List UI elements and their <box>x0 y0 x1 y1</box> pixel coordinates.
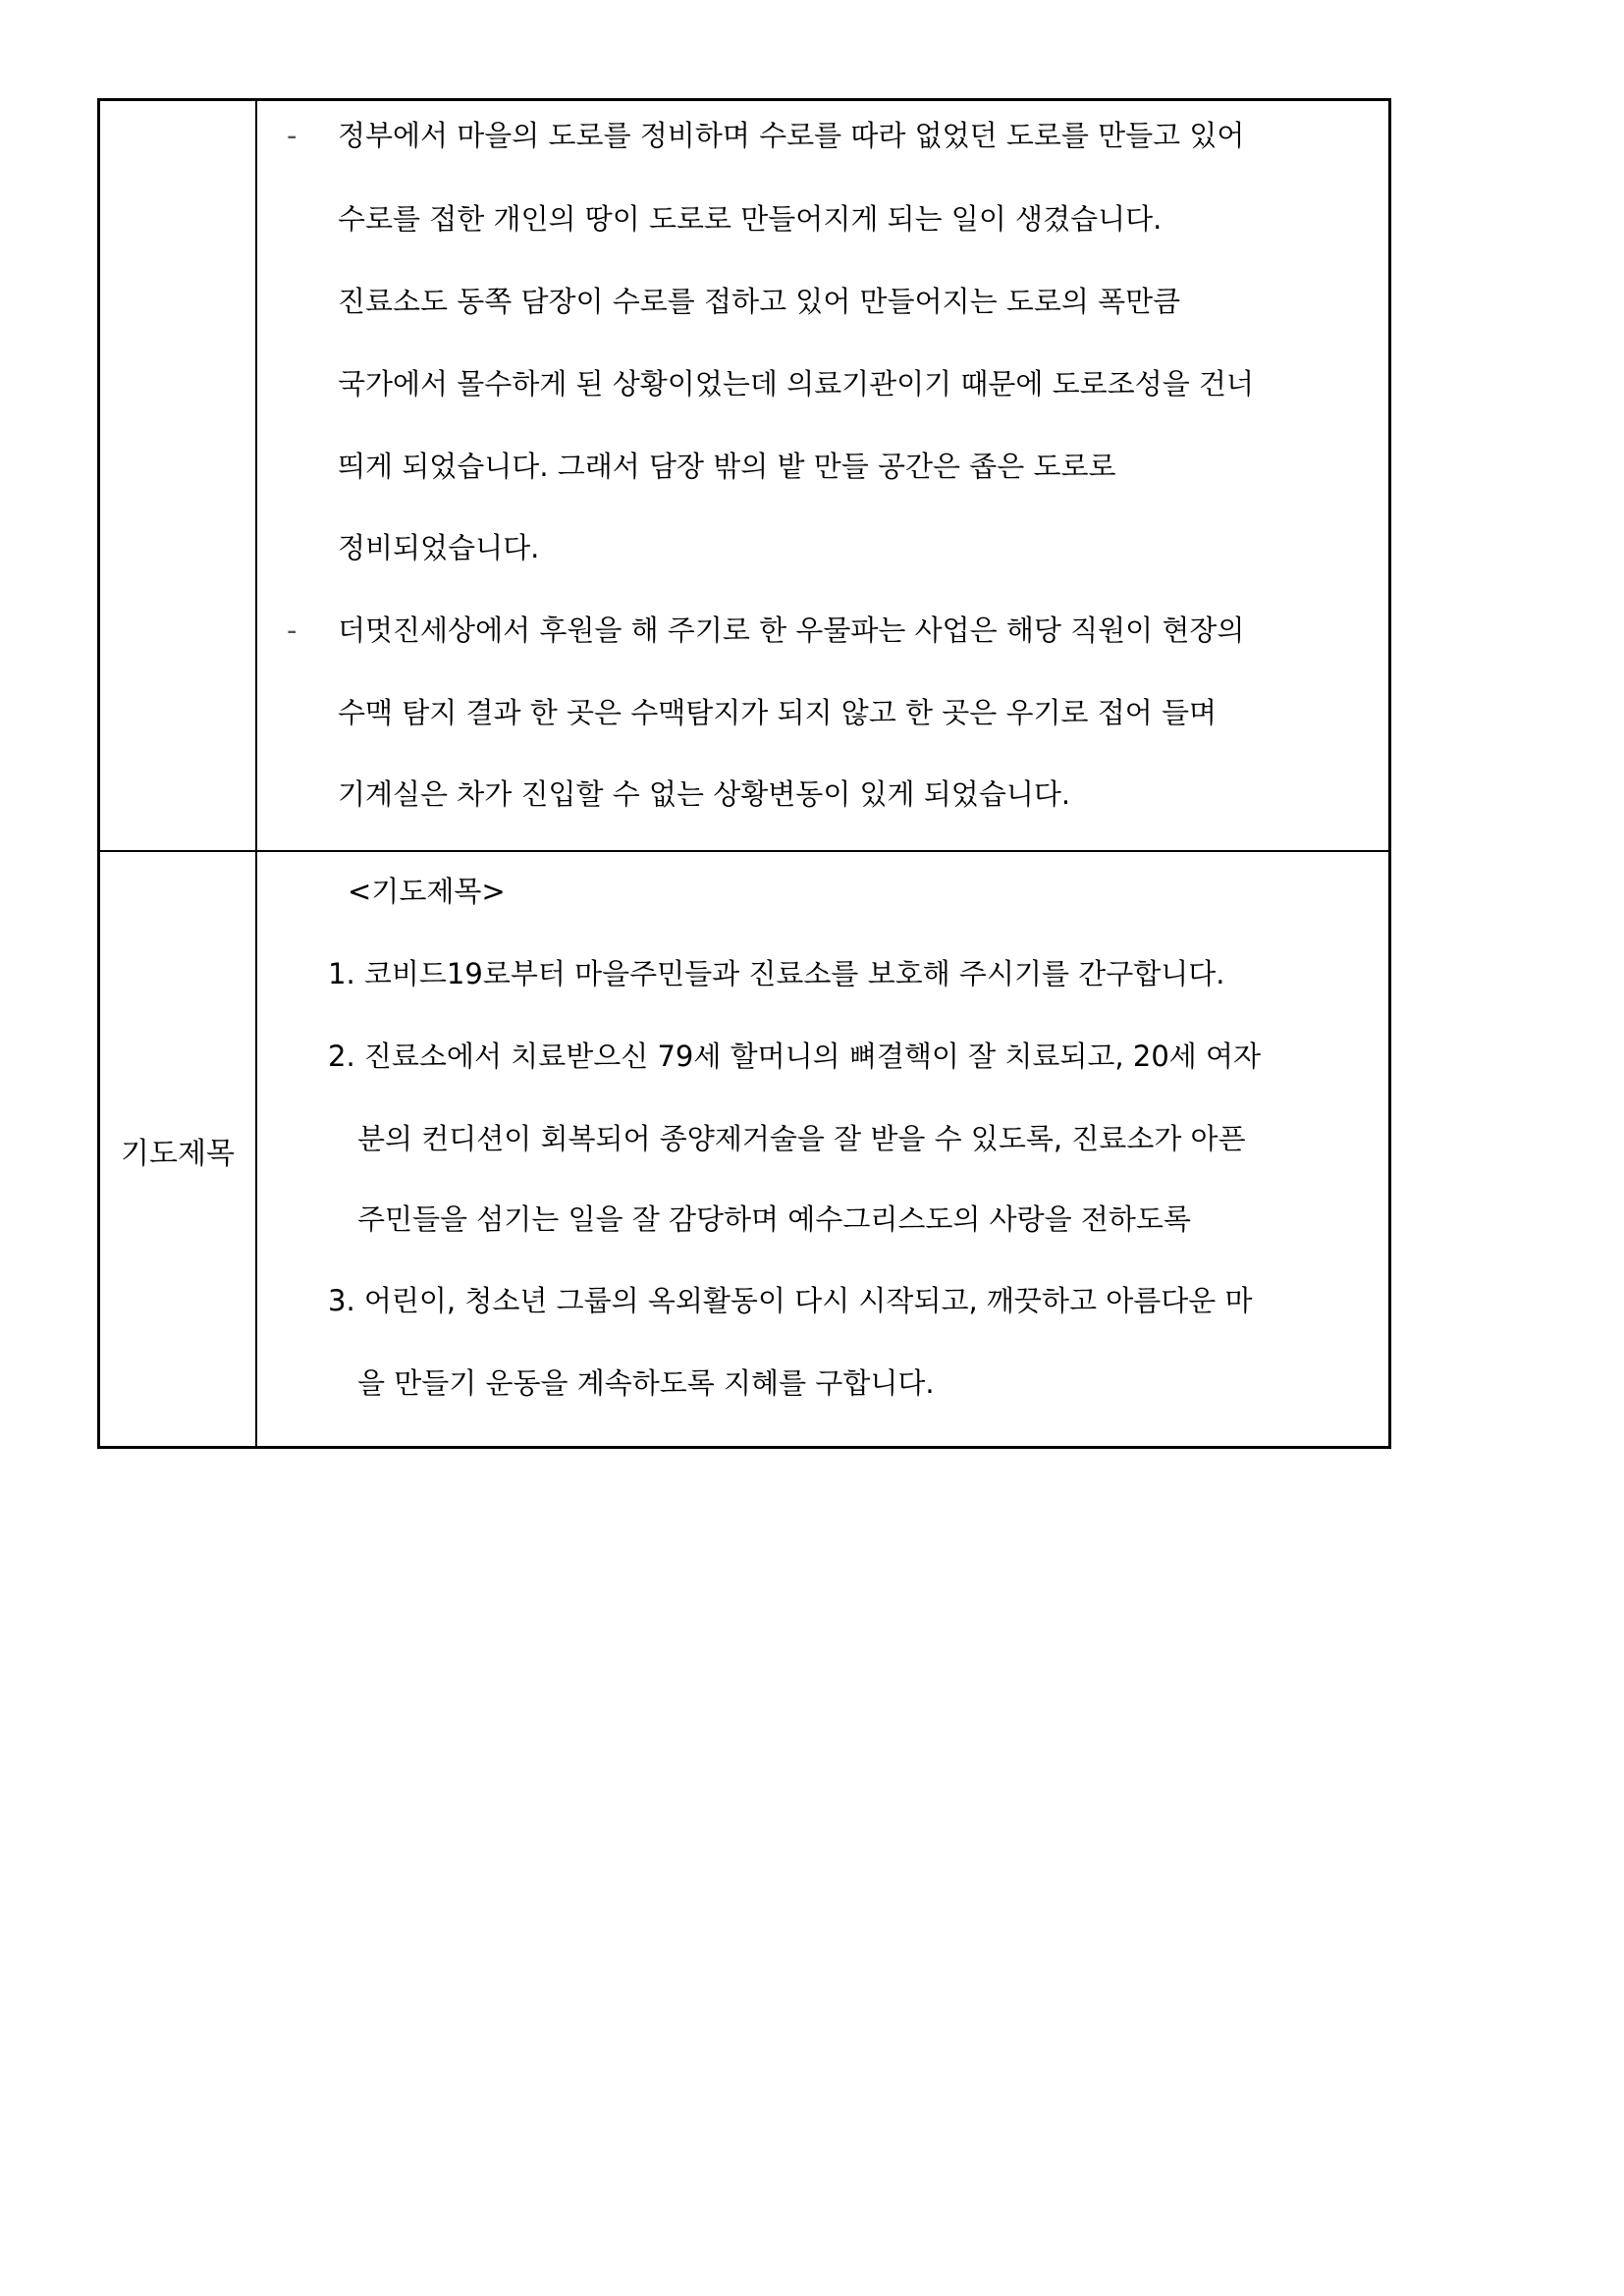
prayer-row-label: 기도제목 <box>121 1137 235 1171</box>
paragraph-line: 수로를 접한 개인의 땅이 도로로 만들어지게 되는 일이 생겼습니다. <box>338 202 1163 236</box>
paragraph-line: 수맥 탐지 결과 한 곳은 수맥탐지가 되지 않고 한 곳은 우기로 접어 들며 <box>338 696 1218 729</box>
column-divider <box>255 101 257 1446</box>
paragraph-line: 정부에서 마을의 도로를 정비하며 수로를 따라 없었던 도로를 만들고 있어 <box>338 119 1245 152</box>
paragraph-line: 정비되었습니다. <box>338 531 540 564</box>
paragraph-line: 띄게 되었습니다. 그래서 담장 밖의 밭 만들 공간은 좁은 도로로 <box>338 450 1116 483</box>
prayer-item: 3. 어린이, 청소년 그룹의 옥외활동이 다시 시작되고, 깨끗하고 아름다운 마 <box>328 1284 1253 1317</box>
prayer-item-line: 분의 컨디션이 회복되어 종양제거술을 잘 받을 수 있도록, 진료소가 아픈 <box>357 1122 1246 1155</box>
prayer-item: 2. 진료소에서 치료받으신 79세 할머니의 뼈결핵이 잘 치료되고, 20세 여자 <box>328 1040 1262 1073</box>
paragraph-line: 기계실은 차가 진입할 수 없는 상황변동이 있게 되었습니다. <box>338 777 1071 811</box>
row-divider <box>100 850 1388 852</box>
paragraph-line: 진료소도 동쪽 담장이 수로를 접하고 있어 만들어지는 도로의 폭만큼 <box>338 285 1181 318</box>
prayer-item-line: 을 만들기 운동을 계속하도록 지혜를 구합니다. <box>357 1366 935 1400</box>
paragraph-line: 국가에서 몰수하게 된 상황이었는데 의료기관이기 때문에 도로조성을 건너 <box>338 367 1254 400</box>
prayer-heading: <기도제목> <box>348 875 506 908</box>
report-table <box>97 98 1391 1449</box>
bullet-dash: - <box>287 119 298 152</box>
prayer-item-line: 주민들을 섬기는 일을 잘 감당하며 예수그리스도의 사랑을 전하도록 <box>357 1202 1191 1236</box>
paragraph-line: 더멋진세상에서 후원을 해 주기로 한 우물파는 사업은 해당 직원이 현장의 <box>338 614 1245 647</box>
bullet-dash: - <box>287 614 298 647</box>
prayer-item: 1. 코비드19로부터 마을주민들과 진료소를 보호해 주시기를 간구합니다. <box>328 957 1225 990</box>
